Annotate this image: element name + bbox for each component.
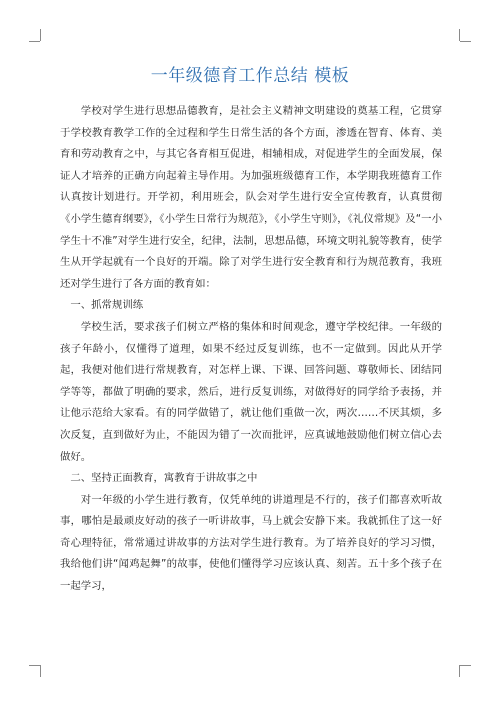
section-2-paragraph: 对一年级的小学生进行教育，仅凭单纯的讲道理是不行的，孩子们都喜欢听故事，哪怕是最顽皮好动的孩子一听讲故事，马上就会安静下来。我就抓住了这一好奇心理特征，常常通过讲故事的方法对学生进行教育。为了培养良好的学习习惯，我给他们讲“闻鸡起舞”的故事，使他们懂得学习应该认真、刻苦。五十多个孩子在一起学习，: [60, 493, 442, 593]
document-title: 一年级德育工作总结 模板: [150, 66, 350, 86]
crop-mark-bottom-right: [459, 665, 460, 677]
crop-mark-bottom-right: [460, 665, 471, 666]
crop-mark-top-right: [459, 29, 460, 41]
section-heading-2: 二、坚持正面教育，寓教育于讲故事之中: [70, 472, 258, 485]
intro-paragraph: 学校对学生进行思想品德教育，是社会主义精神文明建设的奠基工程，它贯穿于学校教育教学工作的全过程和学生日常生活的各个方面，渗透在智育、体育、美育和劳动教育之中，与其它各育相互促进，相辅相成，对促进学生的全面发展，保证人才培养的正确方向起着主导作用。为加强班级德育工作，本学期我班德育工作认真按计划进行。开学初，利用班会，队会对学生进行安全宣传教育，认真贯彻《小学生德育纲要》，《小学生日常行为规范》，《小学生守则》，《礼仪常规》及“一小学生十不准”对学生进行安全，纪律，法制，思想品德，环境文明礼貌等教育，使学生从开学起就有一个良好的开端。除了对学生进行安全教育和行为规范教育，我班还对学生进行了各方面的教育如：: [60, 105, 442, 290]
crop-mark-top-left: [29, 41, 40, 42]
crop-mark-top-left: [40, 29, 41, 41]
crop-mark-bottom-left: [29, 665, 40, 666]
document-body: [60, 101, 442, 598]
crop-mark-bottom-left: [40, 665, 41, 677]
crop-mark-top-right: [460, 41, 471, 42]
section-1-paragraph: 学校生活，要求孩子们树立严格的集体和时间观念，遵守学校纪律。一年级的孩子年龄小，仅懂得了道理，如果不经过反复训练，也不一定做到。因此从开学起，我便对他们进行常规教育，对怎样上课、下课、回答问题、尊敬师长、团结同学等等，都做了明确的要求，然后，进行反复训练，对做得好的同学给予表扬，并让他示范给大家看。有的同学做错了，就让他们重做一次，两次……不厌其烦，多次反复，直到做好为止，不能因为错了一次而批评，应真诚地鼓励他们树立信心去做好。: [60, 320, 442, 463]
section-heading-1: 一、抓常规训练: [70, 299, 144, 312]
